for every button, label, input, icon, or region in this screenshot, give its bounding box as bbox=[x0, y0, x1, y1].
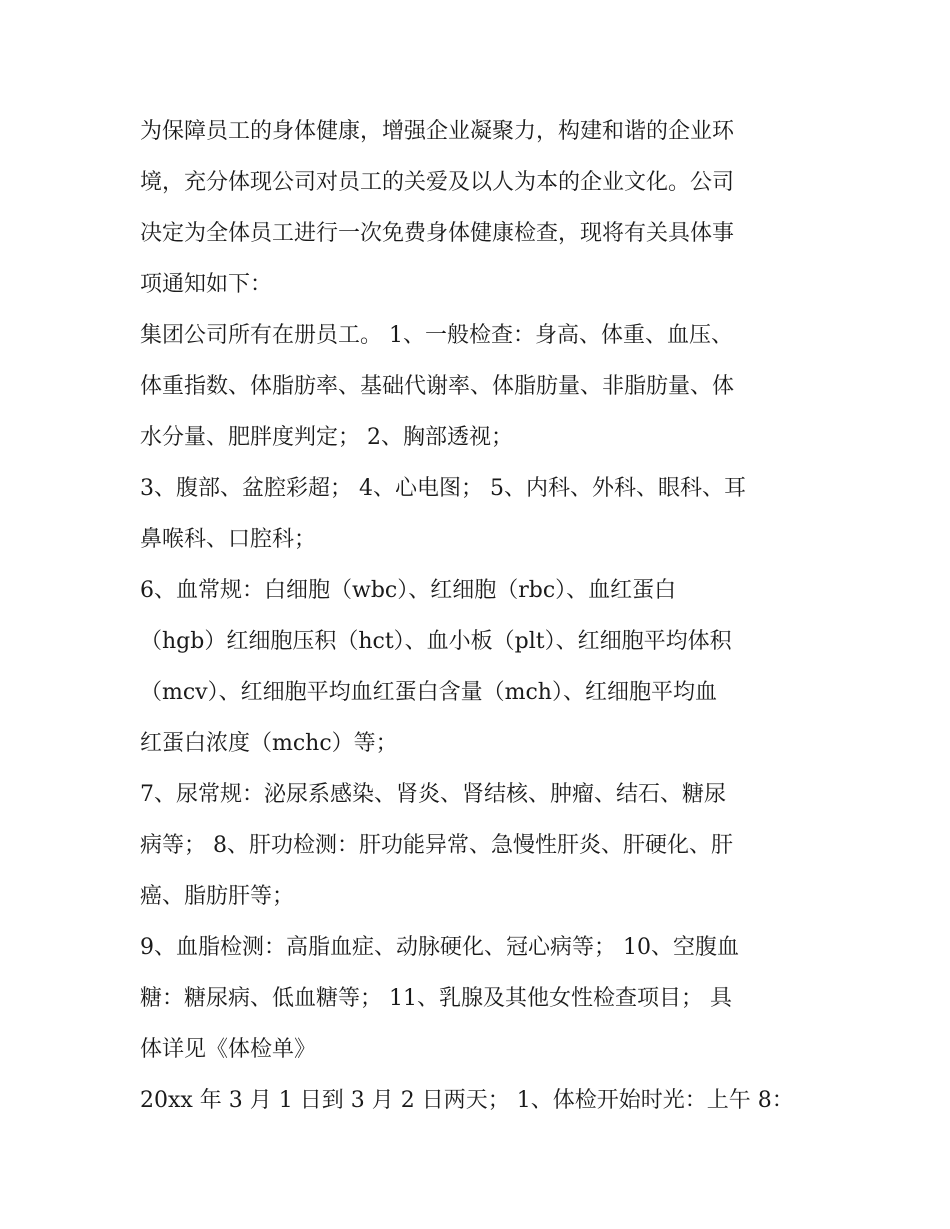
paragraph-scope-and-general-exam bbox=[140, 310, 820, 463]
text-line: 鼻喉科、口腔科； bbox=[140, 527, 317, 552]
text-line: 3、腹部、盆腔彩超； 4、心电图； 5、内科、外科、眼科、耳 bbox=[140, 476, 746, 501]
document-body bbox=[140, 106, 820, 1126]
text-line: （mcv）、红细胞平均血红蛋白含量（mch）、红细胞平均血 bbox=[140, 680, 717, 705]
text-line: 水分量、肥胖度判定； 2、胸部透视； bbox=[140, 425, 513, 450]
text-line: 病等； 8、肝功检测：肝功能异常、急慢性肝炎、肝硬化、肝 bbox=[140, 833, 733, 858]
text-line: （hgb）红细胞压积（hct）、血小板（plt）、红细胞平均体积 bbox=[140, 629, 732, 654]
text-line: 癌、脂肪肝等； bbox=[140, 884, 295, 909]
paragraph-ultrasound-ecg bbox=[140, 463, 820, 565]
paragraph-lipids-glucose bbox=[140, 922, 820, 1075]
text-line: 糖：糖尿病、低血糖等； 11、乳腺及其他女性检查项目； 具 bbox=[140, 986, 732, 1011]
text-line: 9、血脂检测：高脂血症、动脉硬化、冠心病等； 10、空腹血 bbox=[140, 935, 739, 960]
text-line: 体详见《体检单》 bbox=[140, 1037, 317, 1062]
text-line: 红蛋白浓度（mchc）等； bbox=[140, 731, 398, 756]
text-line: 体重指数、体脂肪率、基础代谢率、体脂肪量、非脂肪量、体 bbox=[140, 374, 735, 399]
paragraph-urine-liver bbox=[140, 769, 820, 922]
text-line: 为保障员工的身体健康，增强企业凝聚力，构建和谐的企业环 bbox=[140, 119, 735, 144]
text-line: 20xx 年 3 月 1 日到 3 月 2 日两天； 1、体检开始时光：上午 8： bbox=[140, 1088, 794, 1113]
text-line: 决定为全体员工进行一次免费身体健康检查，现将有关具体事 bbox=[140, 221, 735, 246]
text-line: 集团公司所有在册员工。 1、一般检查：身高、体重、血压、 bbox=[140, 323, 733, 348]
paragraph-schedule bbox=[140, 1075, 820, 1126]
text-line: 6、血常规：白细胞（wbc）、红细胞（rbc）、血红蛋白 bbox=[140, 578, 677, 603]
paragraph-blood-routine bbox=[140, 565, 820, 769]
text-line: 7、尿常规：泌尿系感染、肾炎、肾结核、肿瘤、结石、糖尿 bbox=[140, 782, 726, 807]
paragraph-intro bbox=[140, 106, 820, 310]
text-line: 项通知如下： bbox=[140, 272, 273, 297]
text-line: 境，充分体现公司对员工的关爱及以人为本的企业文化。公司 bbox=[140, 170, 735, 195]
